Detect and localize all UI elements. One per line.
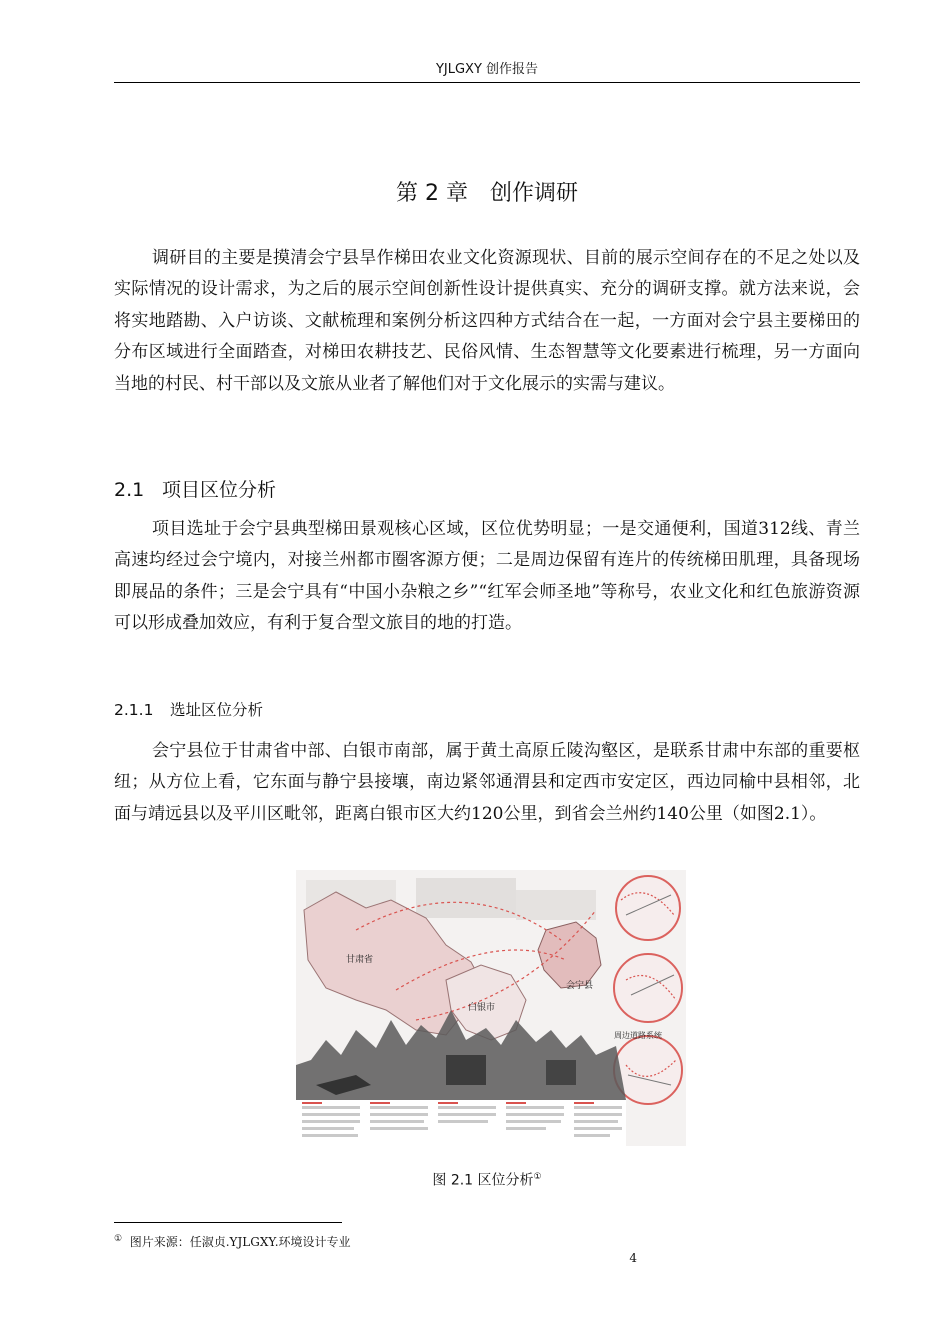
footnote-rule bbox=[114, 1222, 342, 1223]
subsection-paragraph: 会宁县位于甘肃省中部、白银市南部，属于黄土高原丘陵沟壑区，是联系甘肃中东部的重要枢纽；从方位上看，它东面与静宁县接壤，南边紧邻通渭县和定西市安定区，西边同榆中县相邻，北面与靖远县以及平川区毗邻，距离白银市区大约120公里，到省会兰州约140公里（如图2.1）。 bbox=[114, 741, 860, 824]
section-paragraph: 项目选址于会宁县典型梯田景观核心区域，区位优势明显；一是交通便利，国道312线、青兰高速均经过会宁境内，对接兰州都市圈客源方便；二是周边保留有连片的传统梯田肌理，具备现场即展品的条件；三是会宁具有“中国小杂粮之乡”“红军会师圣地”等称号，农业文化和红色旅游资源可以形成叠加效应，有利于复合型文旅目的地的打造。 bbox=[114, 519, 860, 634]
road-system-roundels bbox=[614, 876, 682, 1104]
section-heading bbox=[114, 476, 276, 504]
caption-footnote-mark: ① bbox=[533, 1172, 542, 1182]
section-title: 项目区位分析 bbox=[162, 479, 277, 501]
location-map-graphic bbox=[296, 870, 686, 1146]
caption-text: 图 2.1 区位分析 bbox=[432, 1172, 534, 1189]
label-roads: 周边道路系统 bbox=[614, 1031, 662, 1040]
text-blocks-band bbox=[296, 1100, 626, 1146]
location-analysis-figure bbox=[296, 870, 686, 1146]
page-number: 4 bbox=[629, 1251, 637, 1265]
footnote-text: 图片来源：任淑贞.YJLGXY.环境设计专业 bbox=[129, 1235, 351, 1249]
subsection-heading bbox=[114, 698, 263, 722]
intro-paragraph: 调研目的主要是摸清会宁县旱作梯田农业文化资源现状、目前的展示空间存在的不足之处以及实际情况的设计需求，为之后的展示空间创新性设计提供真实、充分的调研支撑。就方法来说，会将实地踏勘、入户访谈、文献梳理和案例分析这四种方式结合在一起，一方面对会宁县主要梯田的分布区域进行全面踏查，对梯田农耕技艺、民俗风情、生态智慧等文化要素进行梳理，另一方面向当地的村民、村干部以及文旅从业者了解他们对于文化展示的实需与建议。 bbox=[114, 248, 860, 394]
footnote bbox=[114, 1230, 351, 1251]
chapter-title: 第 2 章 创作调研 bbox=[396, 181, 578, 206]
section-number: 2.1 bbox=[114, 479, 145, 501]
label-huining: 会宁县 bbox=[566, 981, 594, 991]
page-header: YJLGXY 创作报告 bbox=[114, 60, 860, 83]
subsection-number: 2.1.1 bbox=[114, 701, 154, 719]
subsection-title: 选址区位分析 bbox=[170, 701, 264, 719]
label-baiyin: 白银市 bbox=[468, 1003, 496, 1013]
label-gansu: 甘肃省 bbox=[346, 955, 374, 965]
footnote-mark: ① bbox=[114, 1234, 123, 1244]
figure-caption bbox=[114, 1166, 860, 1192]
